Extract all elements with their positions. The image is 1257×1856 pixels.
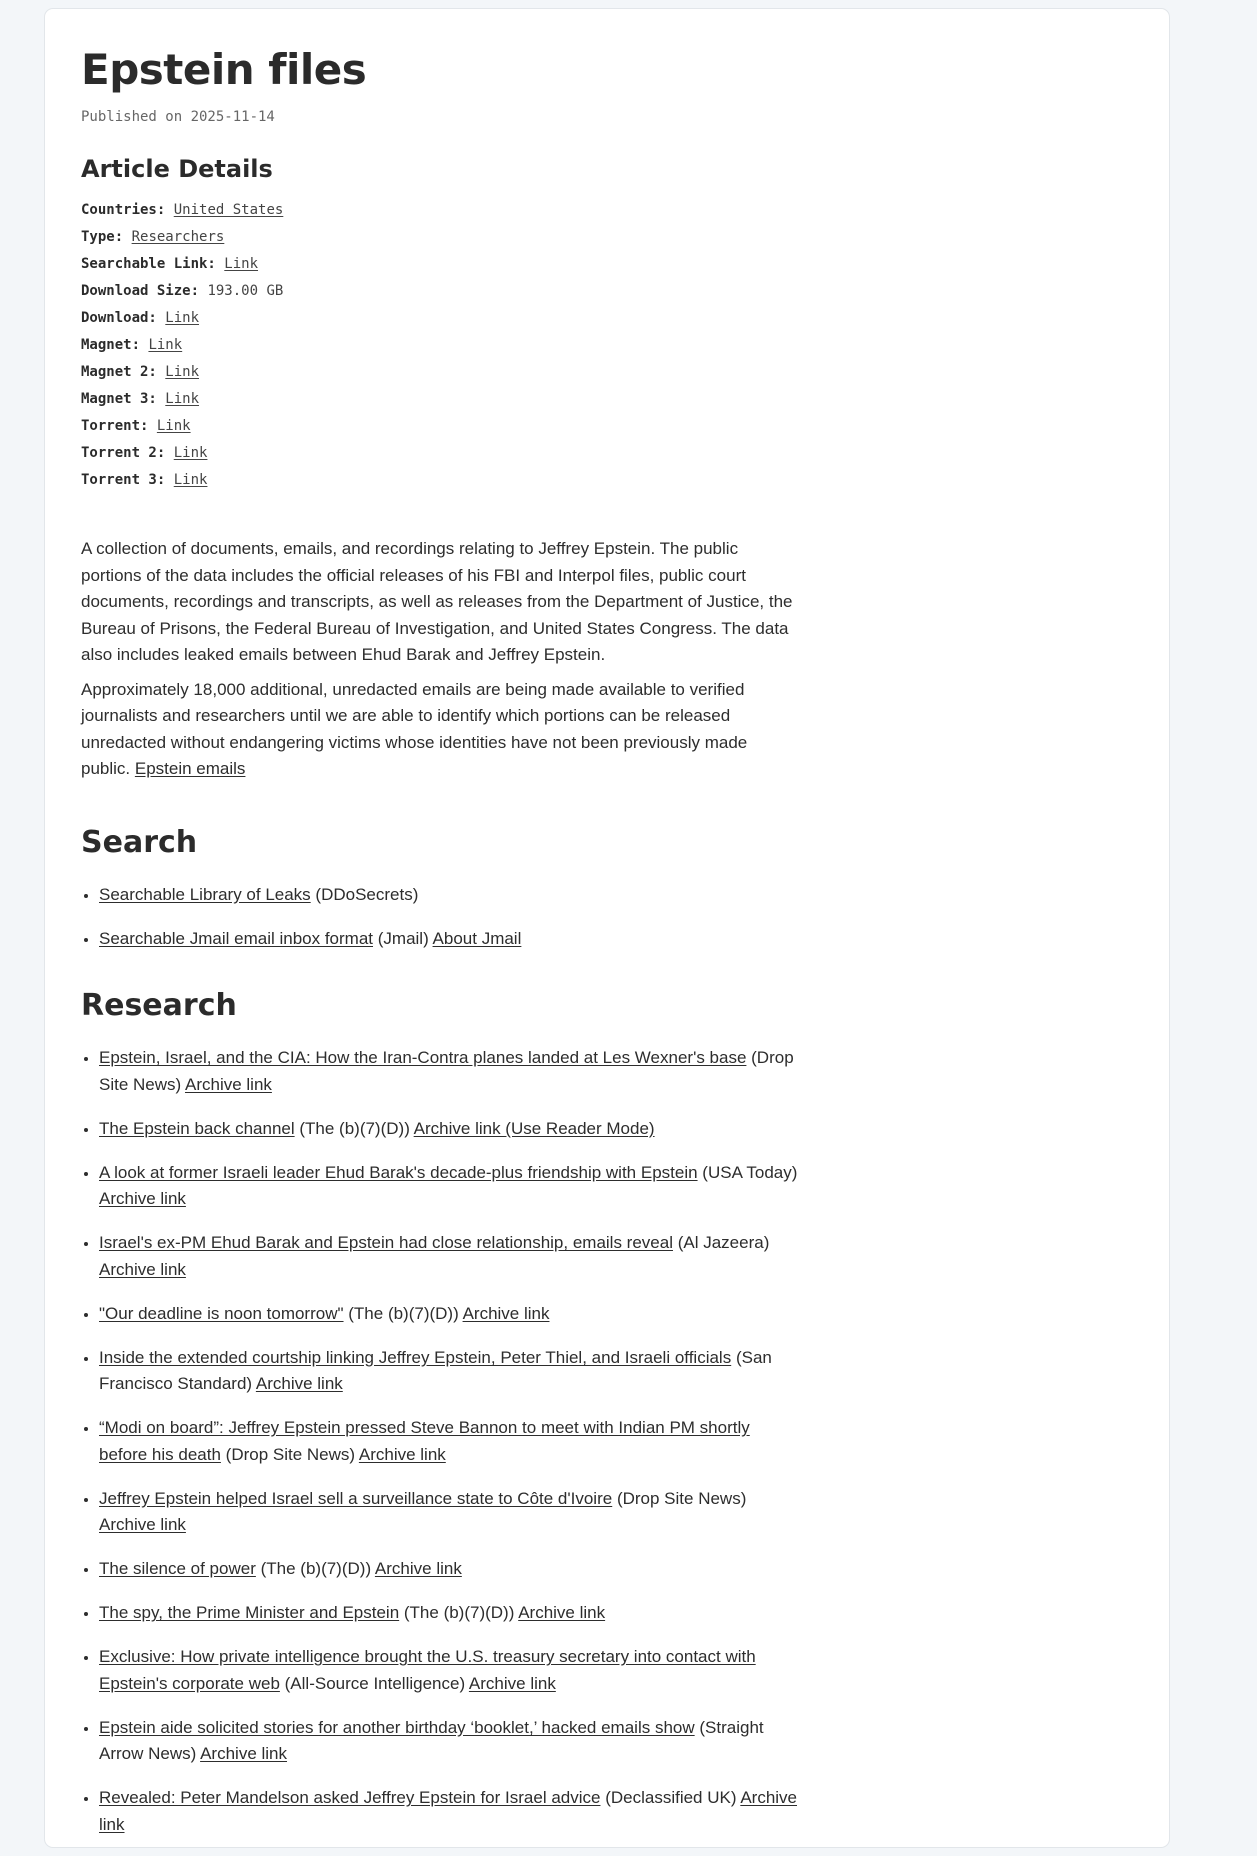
research-link[interactable]: The Epstein back channel xyxy=(99,1118,295,1138)
research-link[interactable]: The silence of power xyxy=(99,1559,256,1579)
about-jmail-link[interactable]: About Jmail xyxy=(432,928,522,948)
research-link[interactable]: Epstein aide solicited stories for another birthday ‘booklet,’ hacked emails show xyxy=(99,1717,695,1737)
search-source: (Jmail) xyxy=(377,928,429,948)
detail-row xyxy=(81,224,801,251)
detail-label: Magnet: xyxy=(81,337,141,354)
detail-row xyxy=(81,386,801,413)
research-source: (Drop Site News) xyxy=(616,1488,747,1508)
search-item xyxy=(99,882,801,909)
archive-link[interactable]: Archive link xyxy=(462,1303,550,1323)
detail-link[interactable]: Researchers xyxy=(131,229,225,246)
research-item xyxy=(99,1230,801,1283)
detail-row xyxy=(81,197,801,224)
research-link[interactable]: Revealed: Peter Mandelson asked Jeffrey Epstein for Israel advice xyxy=(99,1788,601,1808)
detail-link[interactable]: Link xyxy=(148,337,183,354)
detail-row xyxy=(81,413,801,440)
research-link[interactable]: "Our deadline is noon tomorrow" xyxy=(99,1303,344,1323)
archive-link[interactable]: Archive link xyxy=(468,1673,556,1693)
detail-row xyxy=(81,305,801,332)
research-link[interactable]: Jeffrey Epstein helped Israel sell a surveillance state to Côte d'Ivoire xyxy=(99,1488,613,1508)
description-paragraph-2-text: Approximately 18,000 additional, unredacted emails are being made available to verified journalists and researchers until we are able to identify which portions can be released unredacted without endangering victims whose identities have not been previously made public. xyxy=(81,679,748,779)
research-source: (Drop Site News) xyxy=(99,1048,794,1094)
article-content xyxy=(81,47,801,1856)
search-list xyxy=(81,882,801,953)
detail-link[interactable]: Link xyxy=(165,364,200,381)
archive-link[interactable]: Archive link xyxy=(200,1744,288,1764)
detail-label: Torrent 3: xyxy=(81,472,166,489)
research-item xyxy=(99,1486,801,1539)
research-link[interactable]: Epstein, Israel, and the CIA: How the Iran-Contra planes landed at Les Wexner's base xyxy=(99,1048,747,1068)
detail-link[interactable]: Link xyxy=(224,256,259,273)
search-link[interactable]: Searchable Library of Leaks xyxy=(99,884,311,904)
detail-link[interactable]: Link xyxy=(156,418,191,435)
search-item xyxy=(99,926,801,953)
detail-label: Magnet 3: xyxy=(81,391,157,408)
detail-row xyxy=(81,359,801,386)
detail-link[interactable]: Link xyxy=(165,310,200,327)
archive-link[interactable]: Archive link xyxy=(518,1603,606,1623)
research-link[interactable]: A look at former Israeli leader Ehud Barak's decade-plus friendship with Epstein xyxy=(99,1162,698,1182)
research-item xyxy=(99,1301,801,1328)
detail-link[interactable]: Link xyxy=(173,472,208,489)
detail-link[interactable]: Link xyxy=(173,445,208,462)
article-card xyxy=(44,8,1170,1848)
detail-label: Torrent 2: xyxy=(81,445,166,462)
research-source: (Straight Arrow News) xyxy=(99,1717,764,1764)
description-paragraph-1: A collection of documents, emails, and recordings relating to Jeffrey Epstein. The public portions of the data includes the official releases of his FBI and Interpol files, public court documents, recordings and transcripts, as well as releases from the Department of Justice, the Bureau of Prisons, the Federal Bureau of Investigation, and United States Congress. The data also includes leaked emails between Ehud Barak and Jeffrey Epstein. xyxy=(81,539,793,665)
research-source: (San Francisco Standard) xyxy=(99,1347,772,1394)
research-item xyxy=(99,1415,801,1468)
detail-row xyxy=(81,467,801,494)
research-link[interactable]: Inside the extended courtship linking Jeffrey Epstein, Peter Thiel, and Israeli officials xyxy=(99,1347,732,1367)
research-link[interactable]: Israel's ex-PM Ehud Barak and Epstein had close relationship, emails reveal xyxy=(99,1233,673,1253)
search-link[interactable]: Searchable Jmail email inbox format xyxy=(99,928,374,948)
research-link[interactable]: Exclusive: How private intelligence brought the U.S. treasury secretary into contact with Epstein's corporate web xyxy=(99,1647,756,1693)
detail-label: Download Size: xyxy=(81,283,200,300)
detail-label: Type: xyxy=(81,229,124,246)
research-heading: Research xyxy=(81,988,237,1024)
detail-label: Magnet 2: xyxy=(81,364,157,381)
search-source: (DDoSecrets) xyxy=(315,884,419,904)
detail-row xyxy=(81,440,801,467)
detail-row xyxy=(81,278,801,305)
research-source: (Al Jazeera) xyxy=(677,1233,770,1253)
archive-link[interactable]: Archive link xyxy=(374,1559,462,1579)
detail-label: Download: xyxy=(81,310,157,327)
article-details-heading: Article Details xyxy=(81,155,273,184)
research-source: (Drop Site News) xyxy=(225,1444,356,1464)
search-heading: Search xyxy=(81,824,198,860)
detail-label: Torrent: xyxy=(81,418,149,435)
archive-link[interactable]: Archive link (Use Reader Mode) xyxy=(413,1118,655,1138)
epstein-emails-link[interactable]: Epstein emails xyxy=(134,759,246,779)
research-item xyxy=(99,1785,801,1838)
research-item xyxy=(99,1116,801,1143)
research-item xyxy=(99,1160,801,1213)
research-source: (The (b)(7)(D)) xyxy=(348,1303,459,1323)
research-source: (USA Today) xyxy=(702,1162,798,1182)
research-item xyxy=(99,1600,801,1627)
detail-row xyxy=(81,251,801,278)
research-item xyxy=(99,1345,801,1398)
archive-link[interactable]: Archive link xyxy=(99,1189,186,1209)
archive-link[interactable]: Archive link xyxy=(255,1374,343,1394)
archive-link[interactable]: Archive link xyxy=(99,1515,186,1535)
detail-label: Countries: xyxy=(81,202,166,219)
archive-link[interactable]: Archive link xyxy=(99,1259,186,1279)
research-source: (The (b)(7)(D)) xyxy=(299,1118,410,1138)
research-source: (The (b)(7)(D)) xyxy=(260,1559,372,1579)
research-item xyxy=(99,1644,801,1697)
description-paragraph-2 xyxy=(81,677,801,783)
published-date: Published on 2025-11-14 xyxy=(81,109,275,126)
research-link[interactable]: “Modi on board”: Jeffrey Epstein pressed Steve Bannon to meet with Indian PM shortly before his death xyxy=(99,1418,750,1464)
research-source: (Declassified UK) xyxy=(605,1788,737,1808)
research-item xyxy=(99,1045,801,1098)
detail-link[interactable]: United States xyxy=(173,202,284,219)
research-item xyxy=(99,1556,801,1583)
research-source: (The (b)(7)(D)) xyxy=(403,1603,515,1623)
archive-link[interactable]: Archive link xyxy=(358,1444,446,1464)
research-source: (All-Source Intelligence) xyxy=(284,1673,466,1693)
detail-row xyxy=(81,332,801,359)
detail-label: Searchable Link: xyxy=(81,256,216,273)
detail-link[interactable]: Link xyxy=(165,391,200,408)
research-link[interactable]: The spy, the Prime Minister and Epstein xyxy=(99,1603,400,1623)
archive-link[interactable]: Archive link xyxy=(184,1074,272,1094)
detail-value: 193.00 GB xyxy=(207,283,284,300)
research-list xyxy=(81,1045,801,1838)
research-item xyxy=(99,1715,801,1768)
article-details-list xyxy=(81,197,801,494)
archive-link[interactable]: Archive link xyxy=(99,1788,797,1834)
page-title: Epstein files xyxy=(81,45,367,94)
